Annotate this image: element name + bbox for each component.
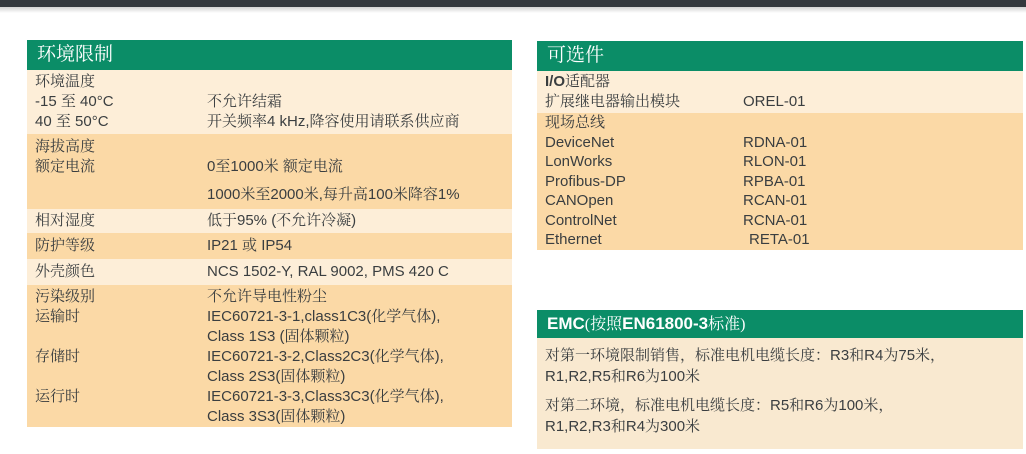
- env-row-pollution-block: [27, 285, 512, 427]
- spec-value: 不允许导电性粉尘: [207, 288, 328, 305]
- spec-line: [537, 172, 1023, 192]
- spec-line: [27, 72, 512, 92]
- emc-standard-bold: EN61800-3: [622, 314, 709, 333]
- io-rest-text: 适配器: [565, 73, 611, 90]
- emc-line: 对第一环境限制销售，标准电机电缆长度：R3和R4为75米，: [545, 347, 946, 364]
- env-row-humidity: [27, 209, 512, 233]
- spec-line: [27, 327, 512, 347]
- env-row-altitude: [27, 134, 512, 209]
- spec-line: [27, 157, 512, 177]
- spec-value: OREL-01: [743, 93, 806, 110]
- spec-value: 1000米至2000米,每升高100米降容1%: [207, 186, 460, 203]
- spec-label: 污染级别: [35, 288, 96, 305]
- spec-line: [27, 92, 512, 112]
- spec-value: 不允许结霜: [207, 93, 283, 110]
- spec-value: 低于95% (不允许冷凝): [207, 212, 357, 229]
- spec-label: 40 至 50°C: [35, 113, 109, 130]
- spec-value: 0至1000米 额定电流: [207, 158, 343, 175]
- env-row-enclosure-color: [27, 259, 512, 285]
- top-accent-bar: [0, 0, 1026, 7]
- emc-paragraph-first-environment: [545, 345, 1013, 387]
- spec-label: ControlNet: [545, 211, 617, 229]
- env-row-temperature: [27, 70, 512, 134]
- spec-label: 环境温度: [35, 73, 96, 90]
- top-bar-shadow: [0, 7, 1026, 13]
- environment-limits-title: 环境限制: [27, 40, 512, 70]
- spec-label: 外壳颜色: [35, 263, 96, 280]
- spec-value: RCAN-01: [743, 192, 808, 209]
- spec-line: [537, 152, 1023, 172]
- spec-line: [27, 407, 512, 427]
- spec-line: [537, 92, 1023, 112]
- spec-line: [537, 191, 1023, 211]
- spec-value: RPBA-01: [743, 172, 806, 190]
- spec-line: [27, 236, 512, 256]
- spec-value: IEC60721-3-2,Class2C3(化学气体),: [207, 348, 444, 365]
- spec-label: CANOpen: [545, 192, 614, 209]
- spec-value: 开关频率4 kHz,降容使用请联系供应商: [207, 113, 460, 130]
- spec-label: 海拔高度: [35, 138, 96, 155]
- spec-label: [35, 407, 207, 427]
- spec-line: [27, 287, 512, 307]
- spec-line: [27, 211, 512, 231]
- spec-value: IP21 或 IP54: [207, 237, 293, 254]
- spec-value: RLON-01: [743, 153, 807, 170]
- emc-body: [537, 338, 1023, 449]
- spec-line: [27, 185, 512, 205]
- spec-value: [743, 72, 1023, 92]
- spec-label: 额定电流: [35, 158, 96, 175]
- spec-label: 防护等级: [35, 237, 96, 254]
- spec-line: [27, 307, 512, 327]
- spec-line: [27, 347, 512, 367]
- spec-label: [35, 185, 207, 205]
- emc-line: R1,R2,R5和R6为100米: [545, 368, 701, 385]
- spec-value: [743, 113, 1023, 133]
- options-row-io-adapters: [537, 71, 1023, 113]
- spec-value: RETA-01: [749, 231, 810, 248]
- emc-title-bold: EMC: [547, 314, 585, 333]
- options-row-fieldbus: [537, 113, 1023, 250]
- spec-line: [537, 72, 1023, 92]
- io-adapter-label: [545, 72, 743, 92]
- spec-label: 扩展继电器输出模块: [545, 93, 681, 110]
- spec-label: LonWorks: [545, 153, 613, 170]
- env-row-protection-class: [27, 233, 512, 259]
- io-bold-text: I/O: [545, 73, 566, 90]
- fieldbus-title: 现场总线: [545, 114, 606, 131]
- spec-value: [207, 72, 512, 92]
- spec-line: [27, 262, 512, 282]
- spec-value: Class 2S3(固体颗粒): [207, 368, 346, 385]
- spec-label: Profibus-DP: [545, 172, 626, 190]
- spec-value: Class 3S3(固体颗粒): [207, 408, 346, 425]
- spec-label: 相对湿度: [35, 212, 96, 229]
- emc-paragraph-second-environment: [545, 395, 1013, 437]
- spec-value: Class 1S3 (固体颗粒): [207, 328, 350, 345]
- emc-title-normal: (按照: [584, 316, 623, 333]
- emc-panel: [537, 310, 1023, 449]
- spec-value: IEC60721-3-1,class1C3(化学气体),: [207, 308, 441, 325]
- spec-line: [27, 367, 512, 387]
- spec-label: [35, 327, 207, 347]
- spec-value: RCNA-01: [743, 211, 808, 229]
- spec-value: IEC60721-3-3,Class3C3(化学气体),: [207, 388, 444, 405]
- options-title: 可选件: [537, 41, 1023, 71]
- spec-label: 运输时: [35, 308, 81, 325]
- spec-line: [537, 211, 1023, 231]
- emc-line: R1,R2,R3和R4为300米: [545, 418, 701, 435]
- spec-line: [537, 113, 1023, 133]
- spec-value: NCS 1502-Y, RAL 9002, PMS 420 C: [207, 263, 449, 280]
- emc-line: 对第二环境，标准电机电缆长度：R5和R6为100米，: [545, 397, 894, 414]
- spec-label: [35, 367, 207, 387]
- spec-line: [27, 387, 512, 407]
- spec-line: [27, 112, 512, 132]
- options-panel: [537, 41, 1023, 250]
- spec-value: [207, 137, 512, 157]
- environment-limits-panel: [27, 40, 512, 427]
- spec-line: [537, 230, 1023, 250]
- spec-line: [27, 137, 512, 157]
- spec-label: -15 至 40°C: [35, 93, 114, 110]
- spec-value: RDNA-01: [743, 133, 808, 151]
- spec-line: [537, 133, 1023, 153]
- spec-label: DeviceNet: [545, 133, 615, 151]
- spec-label: 存储时: [35, 348, 81, 365]
- emc-title: [537, 310, 1023, 338]
- spec-label: 运行时: [35, 388, 81, 405]
- emc-title-normal2: 标准): [708, 316, 746, 333]
- spec-label: Ethernet: [545, 231, 602, 248]
